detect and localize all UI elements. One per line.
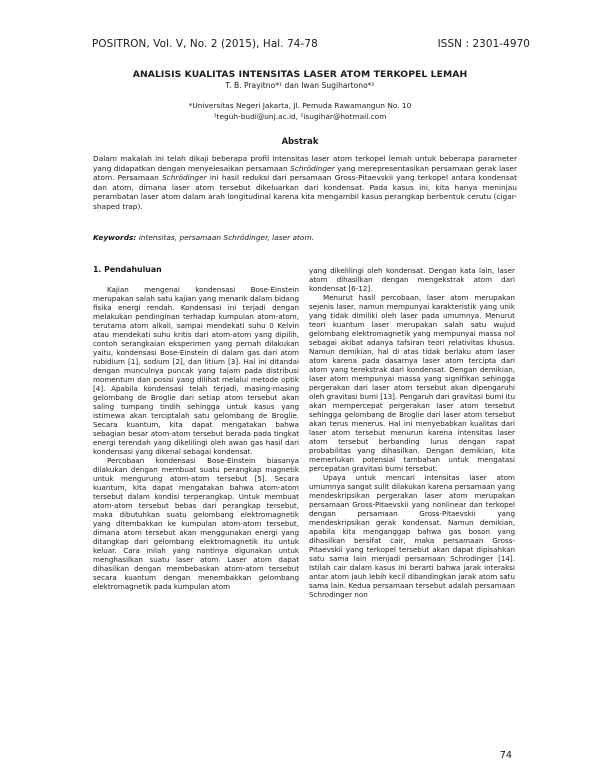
author-emails: ¹teguh-budi@unj.ac.id, ²isugihar@hotmail.com bbox=[213, 112, 387, 121]
paragraph: Kajian mengenai kondensasi Bose-Einstein merupakan salah satu kajian yang menarik dalam bidang fisika energi rendah. Kondensasi ini terjadi dengan melakukan pendinginan terhadap kumpulan atom-atom, terutama atom alkali, sampai mendekati suhu 0 Kelvin atau mendekati suhu kritis dari atom-atom yang dipilih, contoh serangkaian eksperimen yang pernah dilakukan yaitu, kondensasi Bose-Einstein di dalam gas dari atom rubidium [1], sodium [2], dan litium [3]. Hal ini ditandai dengan munculnya puncak yang tajam pada distribusi momentum dan posisi yang dilihat melalui metode optik [4]. Apabila kondensasi telah terjadi, masing-masing gelombang de Broglie dari setiap atom tersebut akan saling tumpang tindih sehingga untuk kasus yang istimewa akan terciptalah satu gelombang de Broglie. Secara kuantum, kita dapat mengatakan bahwa sebagian besar atom-atom tersebut berada pada tingkat energi terendah yang dikelilingi oleh awan gas hasil dari kondensasi yang dikenal sebagai kondensat. bbox=[93, 285, 299, 456]
keywords-text: intensitas, persamaan Schrödinger, laser atom. bbox=[136, 233, 314, 242]
issn-header: ISSN : 2301-4970 bbox=[437, 38, 530, 50]
paragraph: yang dikelilingi oleh kondensat. Dengan kata lain, laser atom dihasilkan dengan mengekstrak atom dari kondensat [6-12]. bbox=[309, 266, 515, 293]
author-affiliation: *Universitas Negeri Jakarta, Jl. Pemuda Rawamangun No. 10 bbox=[188, 101, 412, 110]
paragraph: Percobaan kondensasi Bose-Einstein biasanya dilakukan dengan membuat suatu perangkap magnetik untuk mengurung atom-atom tersebut [5]. Secara kuantum, kita dapat mengatakan bahwa atom-atom tersebut dalam kondisi terperangkap. Untuk membuat atom-atom tersebut bebas dari perangkap tersebut, maka dibutuhkan suatu gelombang elektromagnetik yang ditembakkan ke kumpulan atom-atom tersebut, dimana atom tersebut akan menggunakan energi yang ditangkap dari gelombang elektromagnetik itu untuk keluar. Cara inilah yang nantinya digunakan untuk menghasilkan suatu laser atom. Laser atom dapat dihasilkan dengan membebaskan atom-atom tersebut secara kuantum dengan menembakkan gelombang elektromagnetik pada kumpulan atom bbox=[93, 456, 299, 591]
section-heading: 1. Pendahuluan bbox=[93, 265, 162, 274]
paper-authors: T. B. Prayitno*¹ dan Iwan Sugihartono*² bbox=[225, 81, 375, 90]
paper-title: ANALISIS KUALITAS INTENSITAS LASER ATOM TERKOPEL LEMAH bbox=[132, 69, 468, 80]
keywords-label: Keywords: bbox=[93, 233, 137, 242]
paragraph: Upaya untuk mencari intensitas laser atom umumnya sangat sulit dilakukan karena persamaan yang mendeskripsikan pergerakan laser atom merupakan persamaan Gross-Pitaevskii yang nonlinear dan terkopel dengan persamaan Gross-Pitaevskii yang mendeskripsikan gerak kondensat. Namun demikian, apabila kita menganggap bahwa gas boson yang dihasilkan bersifat cair, maka persamaan Gross-Pitaevskii yang terkopel tersebut akan dapat dipisahkan satu sama lain menjadi persamaan Schrodinger [14]. Istilah cair dalam kasus ini berarti bahwa jarak interaksi antar atom jauh lebih kecil dibandingkan jarak atom satu sama lain. Kedua persamaan tersebut adalah persamaan Schrodinger non bbox=[309, 473, 515, 599]
paragraph: Menurut hasil percobaan, laser atom merupakan sejenis laser, namun mempunyai karakteristik yang unik yang tidak dimiliki oleh laser pada umumnya. Menurut teori kuantum laser merupakan salah satu wujud gelombang elektromagnetik yang mempunyai massa nol sebagai akibat adanya tafsiran teori relativitas khusus. Namun demikian, hal di atas tidak berlaku atom laser atom karena pada dasarnya laser atom tercipta dari atom yang terekstrak dari kondensat. Dengan demikian, laser atom mempunyai massa yang signifikan sehingga pergerakan dari laser atom tersebut akan dipengaruhi oleh gravitasi bumi [13]. Pengaruh dari gravitasi bumi itu akan mempercepat pergerakan laser atom tersebut sehingga gelombang de Broglie dari laser atom tersebut akan terus menerus. Hal ini menyebabkan kualitas dari laser atom tersebut menurun karena intensitas laser atom tersebut berbanding lurus dengan rapat probabilitas yang dihasilkan. Dengan demikian, kita memerlukan potensial tambahan untuk mengatasi percepatan gravitasi bumi tersebut. bbox=[309, 293, 515, 473]
abstract-heading: Abstrak bbox=[281, 136, 319, 146]
journal-header: POSITRON, Vol. V, No. 2 (2015), Hal. 74-78 bbox=[92, 38, 318, 50]
abstract-body: Dalam makalah ini telah dikaji beberapa profil intensitas laser atom terkopel lemah untuk beberapa parameter yang didapatkan dengan menyelesaikan persamaan Schrödinger yang merepresentasikan persamaan gerak laser atom. Persamaan Schrödinger ini hasil reduksi dari persamaan Gross-Pitaevskii yang terkopel antara kondensat dan atom, dimana laser atom tersebut dikeluarkan dari kondensat. Pada kasus ini, kita hanya meninjau perambatan laser atom dalam arah longitudinal karena kita mengambil kasus perangkap berbentuk cerutu (cigar-shaped trap). bbox=[93, 154, 517, 211]
keywords bbox=[93, 233, 523, 242]
right-column bbox=[309, 266, 515, 599]
left-column bbox=[93, 265, 299, 591]
page-number: 74 bbox=[499, 750, 512, 761]
